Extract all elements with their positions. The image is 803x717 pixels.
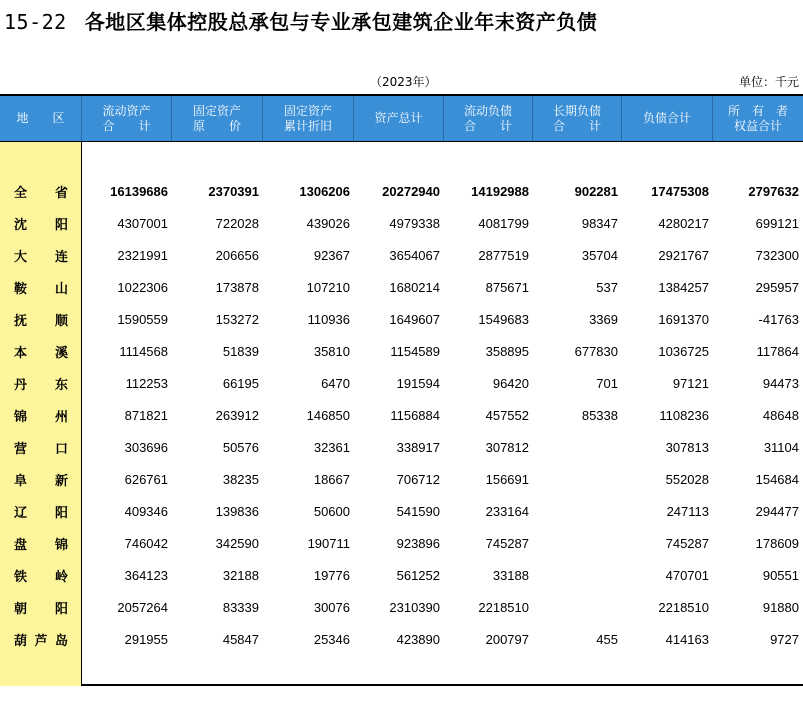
table-title: 各地区集体控股总承包与专业承包建筑企业年末资产负债	[84, 10, 598, 34]
table-cell: 19776	[313, 567, 350, 583]
table-cell: 358895	[485, 343, 529, 359]
table-cell: 51839	[222, 343, 259, 359]
table-cell: 1154589	[390, 343, 440, 359]
table-cell: 50600	[313, 503, 350, 519]
table-cell: 33188	[492, 567, 529, 583]
table-cell: 139836	[215, 503, 259, 519]
table-cell: 2921767	[658, 247, 709, 263]
table-cell: 25346	[313, 631, 350, 647]
table-cell: 263912	[215, 407, 259, 423]
region-name-char: 省	[54, 185, 68, 201]
table-cell: 2877519	[478, 247, 529, 263]
table-cell	[533, 591, 622, 623]
region-name-char: 辽	[14, 505, 28, 521]
table-cell: 1549683	[478, 311, 529, 327]
table-cell: 16139686	[110, 183, 168, 199]
table-cell: 2321991	[117, 247, 168, 263]
table-cell: 153272	[215, 311, 259, 327]
table-cell: 439026	[306, 215, 350, 231]
region-name	[0, 527, 82, 559]
region-name	[0, 463, 82, 495]
table-cell: 706712	[396, 471, 440, 487]
header-current-assets	[82, 96, 172, 141]
table-number: 15-22	[4, 10, 67, 34]
table-cell: 1036725	[658, 343, 709, 359]
header-line: 资产总计	[374, 111, 423, 125]
table-cell: 457552	[485, 407, 529, 423]
table-cell: 110936	[307, 311, 350, 327]
header-line: 流动资产	[102, 103, 151, 118]
table-cell: 2797632	[748, 183, 799, 199]
region-name-char: 丹	[14, 377, 28, 393]
region-name-char: 阜	[14, 473, 28, 489]
table-row	[0, 495, 803, 527]
table-row	[0, 527, 803, 559]
region-name	[0, 431, 82, 463]
table-cell: 470701	[665, 567, 709, 583]
table-cell	[533, 431, 622, 463]
table-cell: 2370391	[208, 183, 259, 199]
region-name-char: 岛	[54, 633, 68, 649]
header-current-liabilities	[444, 96, 533, 141]
table-cell: 338917	[396, 439, 440, 455]
table-cell: 35810	[313, 343, 350, 359]
table-cell: 200797	[485, 631, 529, 647]
header-line: 累计折旧	[283, 118, 332, 133]
table-cell: 4280217	[658, 215, 709, 231]
table-row	[0, 271, 803, 303]
table-row	[0, 303, 803, 335]
table-cell: 112253	[125, 375, 168, 391]
table-cell: 1680214	[389, 279, 440, 295]
header-line: 固定资产	[283, 103, 332, 118]
region-name	[0, 271, 82, 303]
region-name-char: 全	[14, 185, 28, 201]
table-cell: 9727	[770, 631, 799, 647]
table-cell: 423890	[396, 631, 440, 647]
table-cell: 247113	[666, 503, 709, 519]
table-cell: 364123	[124, 567, 168, 583]
table-cell: -41763	[758, 311, 799, 327]
year-note: （2023年）	[370, 75, 437, 89]
table-cell	[533, 559, 622, 591]
header-long-term-liabilities	[533, 96, 622, 141]
unit-note: 单位：千元	[738, 75, 799, 89]
table-row	[0, 399, 803, 431]
table-cell: 699121	[755, 215, 799, 231]
region-name-char: 本	[14, 345, 28, 361]
table-cell: 307812	[485, 439, 529, 455]
region-name	[0, 591, 82, 623]
region-name	[0, 175, 82, 207]
table-cell: 923896	[396, 535, 440, 551]
header-line: 所 有 者	[727, 103, 788, 118]
table-cell: 701	[596, 375, 618, 391]
header-region	[0, 96, 82, 141]
table-cell: 1384257	[658, 279, 709, 295]
table-cell: 117864	[756, 343, 799, 359]
region-name-char: 溪	[54, 345, 68, 361]
table-cell: 1022306	[117, 279, 168, 295]
table-cell: 85338	[581, 407, 618, 423]
header-total-assets	[354, 96, 444, 141]
region-name-char: 大	[14, 249, 28, 265]
region-name	[0, 303, 82, 335]
table-cell: 90551	[762, 567, 799, 583]
region-name-char: 东	[54, 377, 68, 393]
region-name-char: 盘	[14, 537, 28, 553]
table-cell: 294477	[755, 503, 799, 519]
table-cell: 1649607	[389, 311, 440, 327]
table-cell	[533, 527, 622, 559]
region-name-char: 葫	[14, 633, 28, 649]
table-cell: 146850	[306, 407, 350, 423]
table-cell: 291955	[124, 631, 168, 647]
table-cell: 902281	[574, 183, 618, 199]
table-cell: 45847	[222, 631, 259, 647]
table-cell: 66195	[222, 375, 259, 391]
table-cell: 1306206	[299, 183, 350, 199]
table-cell: 745287	[665, 535, 709, 551]
table-cell: 1691370	[658, 311, 709, 327]
table-cell: 18667	[313, 471, 350, 487]
table-cell: 561252	[396, 567, 440, 583]
table-cell: 98347	[581, 215, 618, 231]
data-table	[0, 94, 803, 686]
table-cell: 677830	[574, 343, 618, 359]
table-row	[0, 367, 803, 399]
header-line: 合 计	[463, 118, 512, 133]
table-cell: 154684	[755, 471, 799, 487]
table-cell: 414163	[665, 631, 709, 647]
header-line: 地 区	[16, 111, 65, 125]
table-cell: 32188	[222, 567, 259, 583]
table-cell: 173878	[215, 279, 259, 295]
region-name-char: 顺	[54, 313, 68, 329]
table-cell: 1590559	[117, 311, 168, 327]
table-cell: 541590	[396, 503, 440, 519]
table-row	[0, 207, 803, 239]
table-cell: 97121	[672, 375, 709, 391]
table-cell: 732300	[755, 247, 799, 263]
table-cell: 2310390	[389, 599, 440, 615]
header-line: 流动负债	[463, 103, 512, 118]
region-name	[0, 495, 82, 527]
table-cell: 4307001	[117, 215, 168, 231]
table-cell: 30076	[313, 599, 350, 615]
table-cell: 4979338	[389, 215, 440, 231]
region-name	[0, 367, 82, 399]
table-cell: 2218510	[658, 599, 709, 615]
table-header	[0, 96, 803, 142]
table-cell: 746042	[124, 535, 168, 551]
table-cell: 3369	[589, 311, 618, 327]
region-name-char: 芦	[34, 633, 48, 649]
table-cell: 455	[596, 631, 618, 647]
table-cell: 1108236	[659, 407, 709, 423]
region-name	[0, 335, 82, 367]
region-name-char: 阳	[54, 217, 68, 233]
table-cell: 107210	[306, 279, 350, 295]
table-cell: 1156884	[390, 407, 440, 423]
region-name-char: 连	[54, 249, 68, 265]
table-cell: 31104	[763, 439, 799, 455]
table-cell: 537	[596, 279, 618, 295]
table-row	[0, 335, 803, 367]
table-cell: 92367	[313, 247, 350, 263]
table-cell: 32361	[313, 439, 350, 455]
table-cell: 342590	[215, 535, 259, 551]
region-name-char: 朝	[14, 601, 28, 617]
table-cell: 206656	[215, 247, 259, 263]
region-name-char: 山	[54, 281, 68, 297]
table-row	[0, 591, 803, 623]
table-cell: 626761	[124, 471, 168, 487]
table-cell: 1114568	[119, 343, 168, 359]
table-cell	[533, 463, 622, 495]
region-name-char: 州	[54, 409, 68, 425]
region-name	[0, 239, 82, 271]
total-row	[0, 175, 803, 207]
table-cell: 745287	[485, 535, 529, 551]
table-cell: 91880	[762, 599, 799, 615]
table-cell: 233164	[485, 503, 529, 519]
header-line: 合 计	[552, 118, 601, 133]
table-cell: 20272940	[382, 183, 440, 199]
table-cell: 552028	[665, 471, 709, 487]
table-cell: 94473	[762, 375, 799, 391]
region-name	[0, 399, 82, 431]
header-line: 固定资产	[192, 103, 241, 118]
table-cell: 307813	[665, 439, 709, 455]
region-name-char: 新	[54, 473, 68, 489]
table-cell: 156691	[485, 471, 529, 487]
header-owners-equity	[713, 96, 803, 141]
header-line: 负债合计	[642, 111, 691, 125]
table-row	[0, 559, 803, 591]
table-cell: 14192988	[471, 183, 529, 199]
table-row	[0, 431, 803, 463]
table-row	[0, 623, 803, 655]
region-name-char: 阳	[54, 601, 68, 617]
header-line: 长期负债	[552, 103, 601, 118]
region-name-char: 抚	[14, 313, 28, 329]
table-cell: 303696	[124, 439, 168, 455]
region-name-char: 营	[14, 441, 28, 457]
table-cell: 83339	[222, 599, 259, 615]
table-cell: 875671	[485, 279, 529, 295]
region-name	[0, 559, 82, 591]
region-name-char: 口	[54, 441, 68, 457]
table-cell: 2057264	[117, 599, 168, 615]
table-cell: 96420	[492, 375, 529, 391]
table-cell	[533, 495, 622, 527]
region-name-char: 鞍	[14, 281, 28, 297]
region-name-char: 阳	[54, 505, 68, 521]
table-cell: 17475308	[651, 183, 709, 199]
table-cell: 191594	[396, 375, 440, 391]
table-cell: 48648	[762, 407, 799, 423]
table-cell: 409346	[124, 503, 168, 519]
table-cell: 38235	[222, 471, 259, 487]
region-name-char: 锦	[54, 537, 68, 553]
table-row	[0, 463, 803, 495]
table-cell: 190711	[307, 535, 350, 551]
region-name-char: 锦	[14, 409, 28, 425]
table-cell: 6470	[321, 375, 350, 391]
table-cell: 3654067	[389, 247, 440, 263]
table-cell: 50576	[222, 439, 259, 455]
header-total-liabilities	[622, 96, 713, 141]
page-title	[4, 6, 597, 35]
region-name-char: 岭	[54, 569, 68, 585]
table-row	[0, 239, 803, 271]
region-name	[0, 623, 82, 655]
region-name	[0, 207, 82, 239]
table-cell: 871821	[124, 407, 168, 423]
table-cell: 178609	[755, 535, 799, 551]
table-cell: 295957	[755, 279, 799, 295]
table-cell: 2218510	[478, 599, 529, 615]
table-cell: 4081799	[478, 215, 529, 231]
header-line: 合 计	[102, 118, 151, 133]
header-fixed-assets-original	[172, 96, 263, 141]
header-line: 原 价	[192, 118, 241, 133]
table-cell: 35704	[581, 247, 618, 263]
table-cell: 722028	[215, 215, 259, 231]
header-line: 权益合计	[733, 118, 782, 133]
region-name-char: 沈	[14, 217, 28, 233]
header-accumulated-depreciation	[263, 96, 354, 141]
region-name-char: 铁	[14, 569, 28, 585]
